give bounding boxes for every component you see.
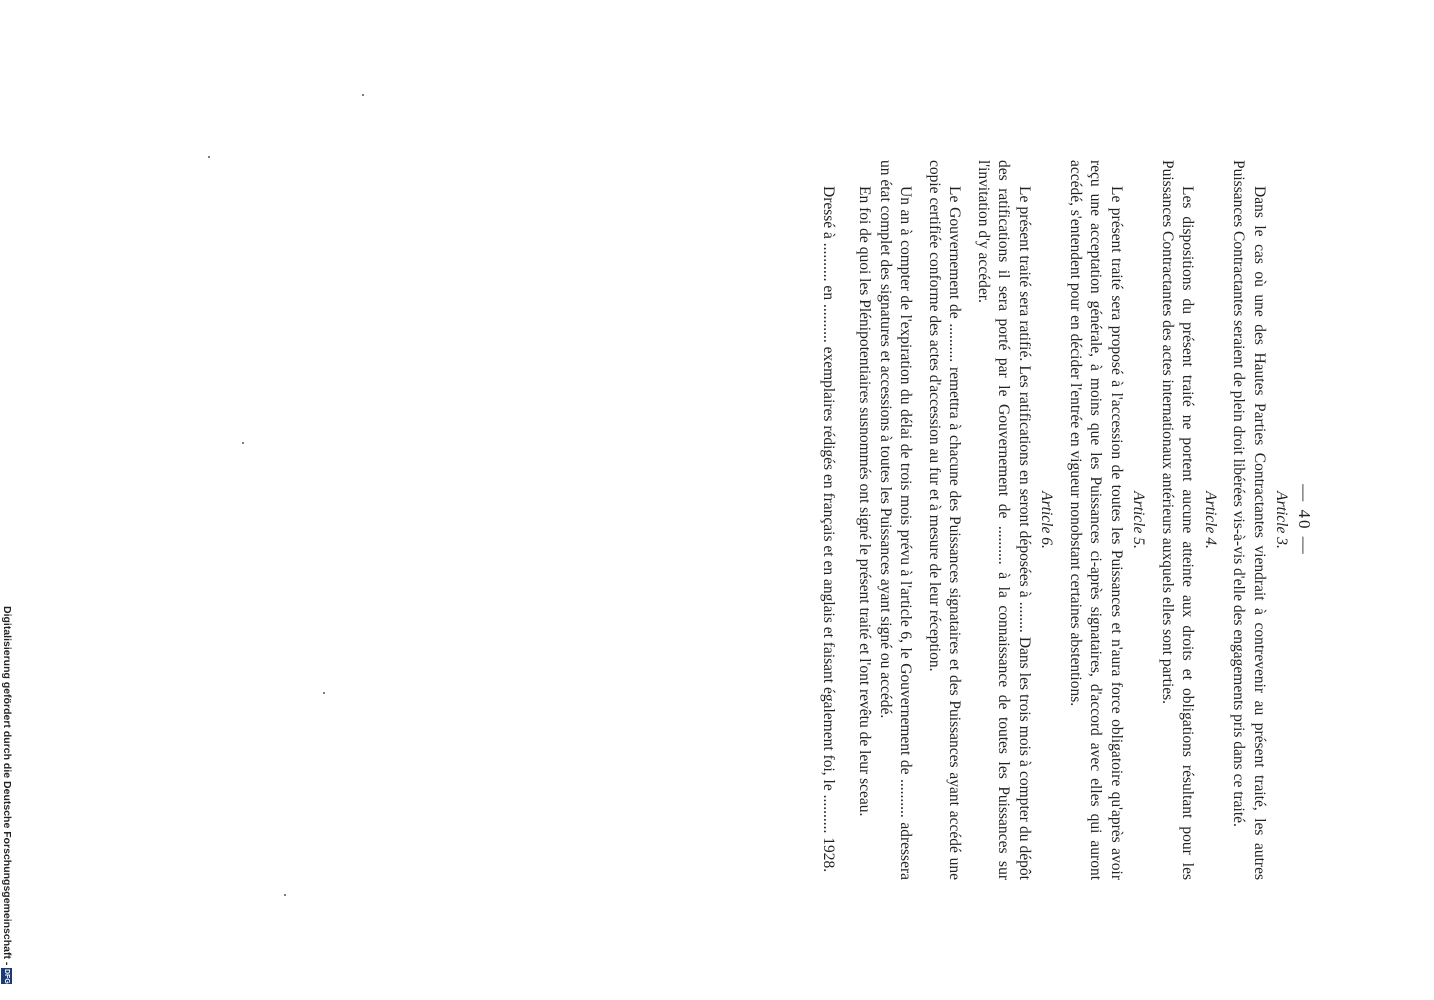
scan-speck [323, 692, 325, 694]
scan-speck [242, 442, 244, 444]
rotated-text-block [810, 160, 1315, 880]
page-number: — 40 — [1295, 484, 1314, 556]
article-6-paragraph-3: Un an à compter de l'expiration du délai de trois mois prévu à l'article 6, le Gouvernement de .......... adressera un état complet des signatures et accessions à toutes les Puissances ayant signé ou accédé. [877, 160, 915, 880]
article-5-heading: Article 5. [1130, 491, 1148, 549]
article-3-text: Dans le cas où une des Hautes Parties Contractantes viendrait à contrevenir au présent traité, les autres Puissances Contractantes seraient de plein droit libérées vis-à-vis d'elle des engagements pris dans ce traité. [1230, 160, 1268, 880]
dfg-logo: DFG [3, 969, 11, 984]
article-6-paragraph-5: Dressé à .......... en .......... exemplaires rédigés en français et en anglais et faisant également foi, le .......... 1928. [820, 186, 837, 873]
article-6-paragraph-4: En foi de quoi les Plénipotentiaires susnommés ont signé le présent traité et l'ont revêtu de leur sceau. [856, 186, 874, 817]
article-3-heading: Article 3. [1273, 491, 1291, 549]
article-5-text: Le présent traité sera proposé à l'accession de toutes les Puissances et n'aura force obligatoire qu'après avoir reçu une acceptation générale, à moins que les Puissances ci-après signataires, d'accord avec elles qui auront accédé, s'entendent pour en décider l'entrée en vigueur nonobstant certaines abstentions. [1067, 160, 1125, 880]
article-4-text: Les dispositions du présent traité ne portent aucune atteinte aux droits et obligations résultant pour les Puissances Contractantes des actes internationaux antérieurs auxquels elles sont parties. [1159, 160, 1197, 880]
article-6-paragraph-2: Le Gouvernement de .......... remettra à chacune des Puissances signataires et des Puissances ayant accédé une copie certifiée conforme des actes d'accession au fur et à mesure de leur réception. [926, 160, 964, 880]
scan-speck [362, 94, 364, 96]
digitization-credit-text: Digitalisierung gefördert durch die Deutsche Forschungsgemeinschaft - [1, 606, 13, 966]
digitization-credit [0, 606, 14, 996]
scan-speck [208, 156, 210, 158]
article-6-heading: Article 6. [1038, 491, 1056, 549]
article-6-paragraph-1: Le présent traité sera ratifié. Les ratifications en seront déposées à ........ Dans les trois mois à compter du dépôt des ratifications il sera porté par le Gouvernement de .......... à la connaissance de toutes les Puissances sur l'invitation d'y accéder. [975, 160, 1033, 880]
scan-speck [284, 894, 286, 896]
article-4-heading: Article 4. [1202, 491, 1219, 549]
